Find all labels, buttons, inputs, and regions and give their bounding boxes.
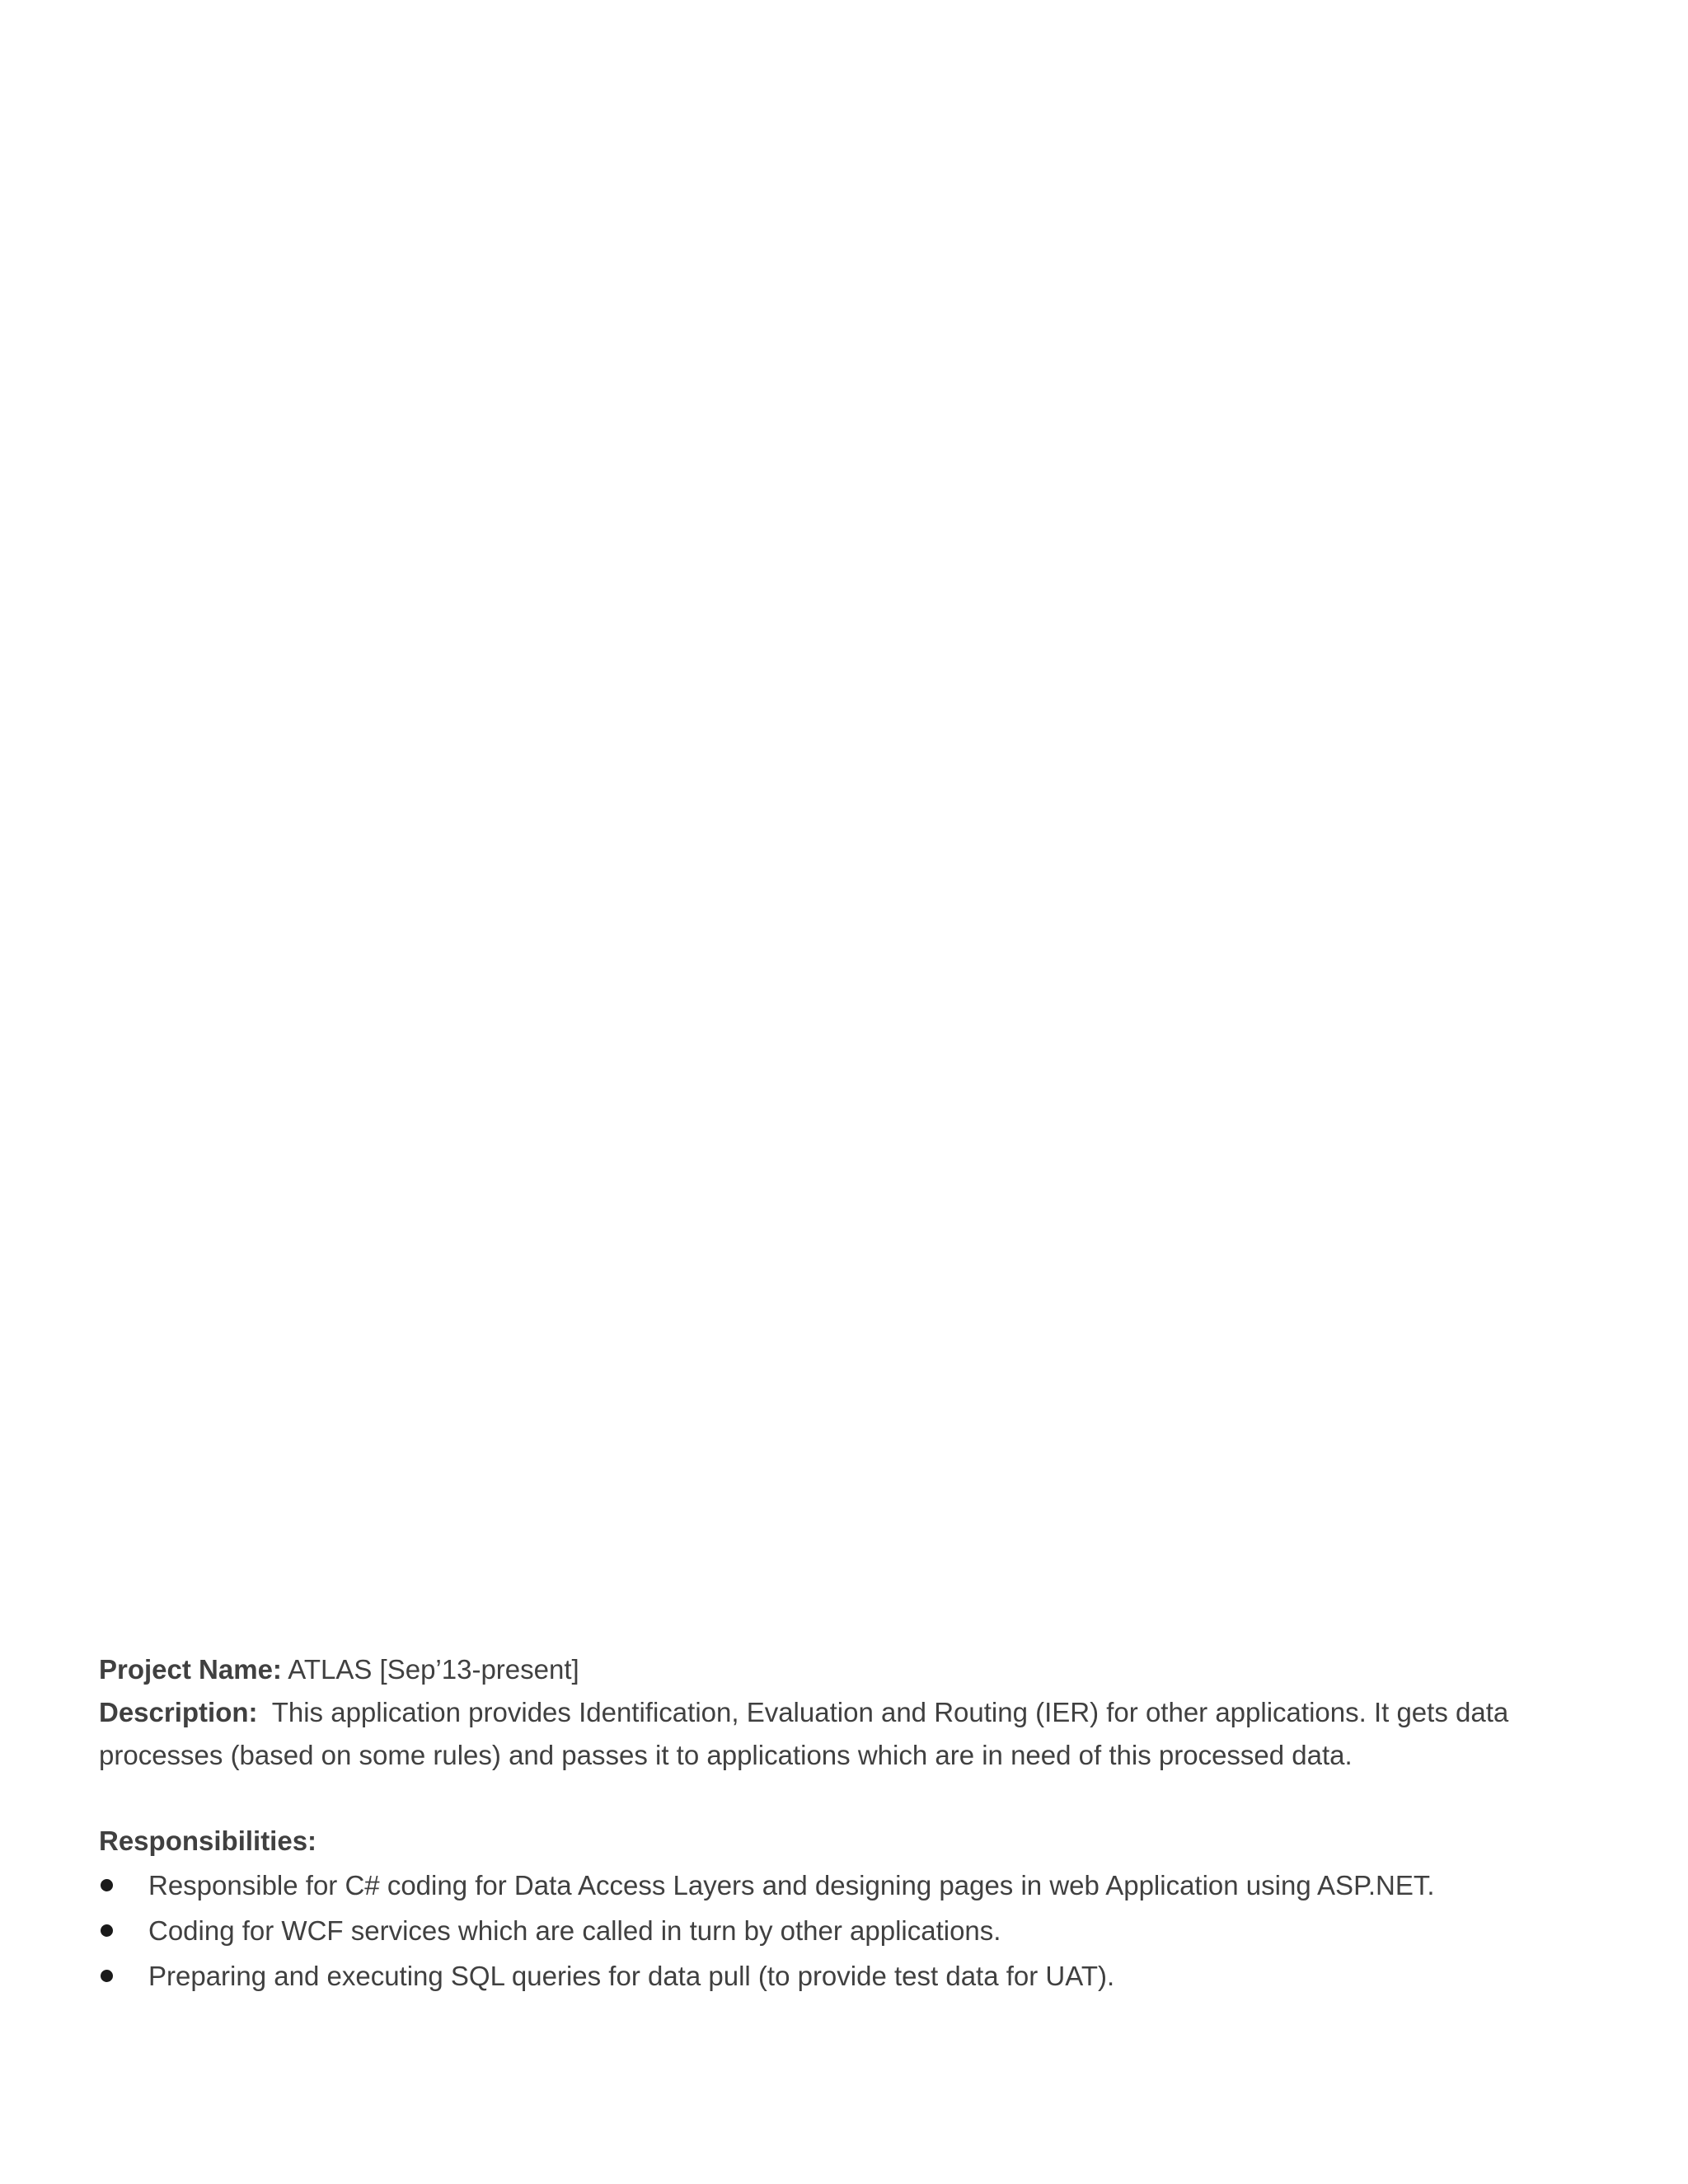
list-item-text: Preparing and executing SQL queries for data pull (to provide test data for UAT). [148,1961,1115,1991]
bullet-icon [101,1924,113,1937]
project-name-value: ATLAS [Sep’13-present] [288,1654,579,1685]
list-item [99,1953,1582,1999]
responsibilities-heading: Responsibilities: [99,1825,317,1856]
list-item [99,1863,1582,1908]
description-text-2: processes (based on some rules) and passes it to applications which are in need of this processed data. [99,1740,1353,1770]
section-spacer [99,1777,1582,1820]
description-line-2 [99,1734,1582,1777]
project-section [99,1648,1582,1999]
responsibilities-list [99,1863,1582,1999]
list-item-text: Responsible for C# coding for Data Access Layers and designing pages in web Application using ASP.NET. [148,1870,1435,1900]
list-item [99,1908,1582,1953]
bullet-icon [101,1970,113,1982]
bullet-icon [101,1879,113,1891]
list-item-text: Coding for WCF services which are called in turn by other applications. [148,1915,1001,1946]
description-text-1: This application provides Identification, Evaluation and Routing (IER) for other applications. It gets data [271,1697,1509,1727]
description-label: Description: [99,1697,258,1727]
project-name-label: Project Name: [99,1654,282,1685]
project-name-line [99,1648,1582,1691]
description-line-1 [99,1691,1582,1734]
